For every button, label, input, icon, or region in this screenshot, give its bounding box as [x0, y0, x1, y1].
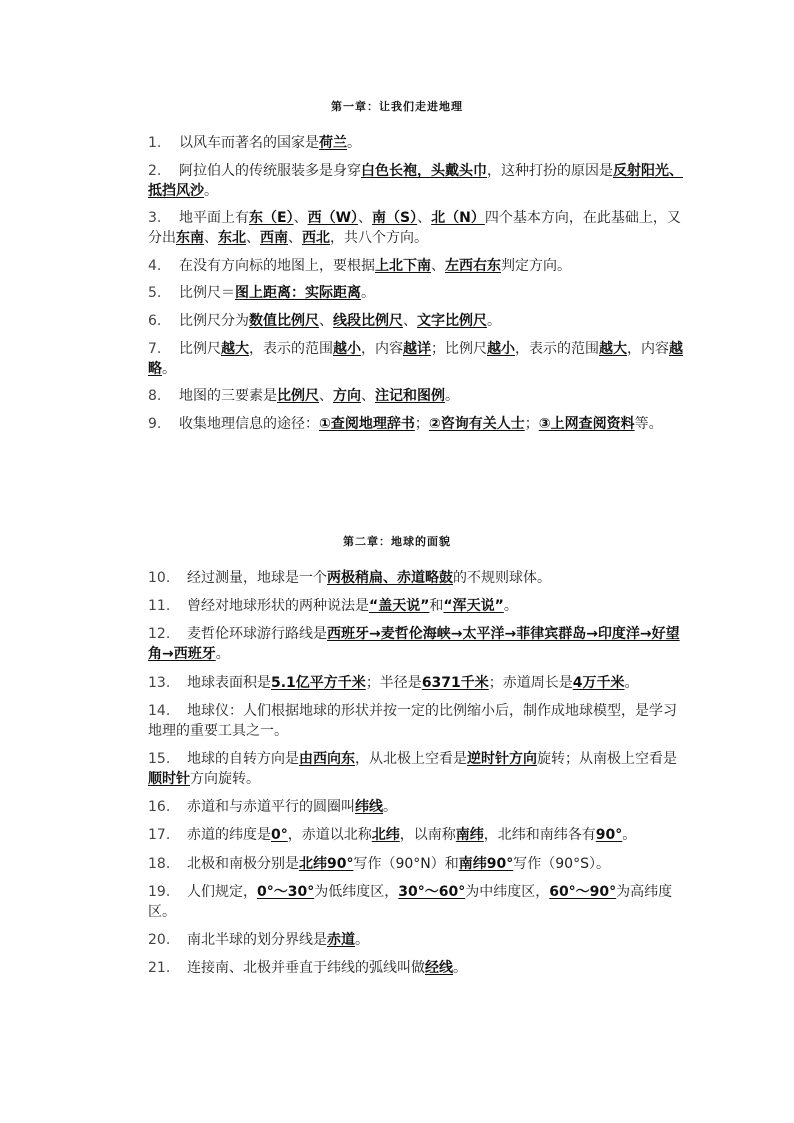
question-text: ；半径是 [365, 674, 422, 691]
answer-text: 西（W） [307, 210, 359, 227]
question-text: 为低纬度区， [314, 883, 399, 900]
answer-text: 越略 [148, 340, 683, 377]
answer-text: 30°～60° [398, 883, 466, 900]
question-text: 写作（90°N）和 [353, 855, 459, 872]
answer-text: 西南 [260, 230, 288, 247]
item-number: 16. [148, 799, 171, 816]
chapter-2-title: 第二章：地球的面貌 [343, 535, 451, 548]
answer-text: 赤道 [327, 931, 355, 948]
list-item [148, 386, 686, 406]
list-item [148, 596, 686, 616]
question-text: ；比例尺 [431, 340, 487, 357]
item-number: 3. [148, 210, 162, 227]
item-number: 18. [148, 855, 171, 872]
question-text: 、 [204, 230, 218, 247]
answer-text: 图上距离：实际距离 [235, 285, 361, 302]
chapter-1-list [148, 133, 686, 441]
question-text: ，赤道以北称 [287, 827, 372, 844]
question-text: 。 [204, 182, 218, 199]
question-text: 南北半球的划分界线是 [187, 931, 327, 948]
question-text: 为高纬度区。 [148, 883, 673, 920]
question-text: 。 [453, 960, 467, 977]
question-text: 、 [403, 312, 417, 329]
question-text: 曾经对地球形状的两种说法是 [187, 598, 369, 615]
item-number: 15. [148, 750, 171, 767]
list-item [148, 749, 686, 789]
list-item [148, 882, 686, 922]
chapter-1-title: 第一章：让我们走进地理 [331, 100, 463, 113]
question-text: 、 [319, 312, 333, 329]
list-item [148, 133, 686, 153]
question-text: 赤道和与赤道平行的圆圈叫 [187, 799, 355, 816]
question-text: 、 [431, 257, 445, 274]
answer-text: “盖天说” [369, 598, 430, 615]
question-text: 。 [503, 598, 518, 615]
list-item [148, 930, 686, 950]
question-text: ，这种打扮的原因是 [487, 162, 613, 179]
question-text: 。 [487, 312, 501, 329]
question-text: 阿拉伯人的传统服装多是身穿 [179, 162, 361, 179]
answer-text: 60°～90° [549, 883, 617, 900]
answer-text: 线段比例尺 [333, 312, 403, 329]
question-text: 。 [347, 135, 361, 151]
question-text: 、 [293, 210, 308, 227]
question-text: 和 [429, 598, 444, 615]
question-text: ，内容 [361, 340, 403, 357]
item-number: 9. [148, 415, 162, 432]
question-text: 的不规则球体。 [453, 570, 551, 586]
list-item [148, 568, 686, 588]
answer-text: 注记和图例 [375, 388, 445, 405]
answer-text: 越小 [487, 340, 515, 357]
answer-text: 东南 [176, 230, 204, 247]
answer-text: 4万千米 [572, 674, 625, 691]
answer-text: 0°～30° [257, 883, 315, 900]
question-text: ，以南称 [399, 827, 456, 844]
question-text: 。 [215, 646, 230, 663]
answer-text: 北（N） [431, 210, 485, 227]
answer-text: 文字比例尺 [417, 312, 487, 329]
question-text: ； [414, 415, 429, 432]
item-number: 19. [148, 883, 171, 900]
answer-text: 顺时针 [148, 770, 190, 787]
item-number: 14. [148, 702, 171, 719]
item-number: 7. [148, 340, 162, 357]
item-number: 21. [148, 960, 171, 977]
list-item [148, 283, 686, 303]
answer-text: “浑天说” [443, 598, 504, 615]
question-text: 北极和南极分别是 [187, 855, 299, 872]
question-text: 。 [445, 388, 459, 405]
question-text: 为中纬度区， [465, 883, 550, 900]
question-text: ，表示的范围 [249, 340, 333, 357]
answer-text: 北纬90° [299, 855, 354, 872]
answer-text: 越详 [403, 340, 431, 357]
answer-text: 南纬90° [458, 855, 514, 872]
answer-text: 由西向东 [299, 750, 355, 767]
question-text: 连接南、北极并垂直于纬线的弧线叫做 [187, 960, 425, 977]
question-text: 四个基本方向，在此基础上，又分出 [148, 210, 681, 247]
answer-text: 90° [595, 827, 623, 844]
question-text: 经过测量，地球是一个 [187, 570, 327, 586]
answer-text: 东北 [218, 230, 246, 247]
item-number: 1. [148, 135, 162, 151]
question-text: 写作（90°S）。 [513, 855, 610, 872]
question-text: 等。 [634, 415, 663, 432]
answer-text: 比例尺 [277, 388, 319, 405]
question-text: 赤道的纬度是 [187, 827, 271, 844]
answer-text: 东（E） [249, 210, 294, 227]
item-number: 2. [148, 162, 162, 179]
answer-text: 南纬 [455, 827, 484, 844]
question-text: 方向旋转。 [190, 770, 260, 787]
question-text: 以风车而著名的国家是 [179, 135, 319, 151]
answer-text: 北纬 [371, 827, 400, 844]
question-text: ；赤道周长是 [488, 674, 573, 691]
question-text: ，从北极上空看是 [355, 750, 467, 767]
list-item [148, 673, 686, 693]
answer-text: ①查阅地理辞书 [319, 415, 415, 432]
question-text: 地球表面积是 [187, 674, 271, 691]
answer-text: 西班牙→麦哲伦海峡→太平洋→菲律宾群岛→印度洋→好望角→西班牙 [148, 626, 680, 663]
answer-text: 上北下南 [375, 257, 431, 274]
question-text: 、 [246, 230, 260, 247]
answer-text: 白色长袍，头戴头巾 [361, 162, 487, 179]
question-text: 、 [358, 210, 373, 227]
question-text: ，北纬和南纬各有 [483, 827, 596, 844]
answer-text: 越大 [599, 340, 627, 357]
list-item [148, 256, 686, 276]
question-text: 。 [383, 799, 397, 816]
answer-text: 荷兰 [319, 135, 347, 151]
question-text: 收集地理信息的途径： [179, 415, 319, 432]
list-item [148, 414, 686, 434]
answer-text: 经线 [425, 960, 453, 977]
answer-text: 越大 [221, 340, 249, 357]
question-text: 。 [624, 674, 639, 691]
answer-text: 越小 [333, 340, 361, 357]
list-item [148, 208, 686, 248]
list-item [148, 161, 686, 201]
answer-text: 方向 [333, 388, 361, 405]
question-text: 比例尺 [179, 340, 221, 357]
item-number: 11. [148, 598, 171, 615]
item-number: 8. [148, 388, 162, 405]
question-text: 、 [361, 388, 375, 405]
answer-text: ③上网查阅资料 [538, 415, 635, 432]
question-text: 、 [319, 388, 333, 405]
list-item [148, 701, 686, 741]
question-text: 判定方向。 [501, 257, 571, 274]
list-item [148, 854, 686, 874]
item-number: 12. [148, 626, 171, 643]
answer-text: 纬线 [355, 799, 383, 816]
question-text: 。 [162, 360, 176, 377]
answer-text: 左西右东 [445, 257, 501, 274]
question-text: ； [524, 415, 539, 432]
item-number: 6. [148, 312, 162, 329]
item-number: 17. [148, 827, 171, 844]
question-text: 地平面上有 [179, 210, 249, 227]
question-text: ，内容 [627, 340, 669, 357]
question-text: 地球仪：人们根据地球的形状并按一定的比例缩小后，制作成地球模型，是学习地理的重要工具之一。 [148, 702, 677, 739]
answer-text: 南（S） [372, 210, 418, 227]
question-text: 、 [417, 210, 432, 227]
question-text: 。 [355, 931, 369, 948]
list-item [148, 797, 686, 817]
answer-text: 6371千米 [421, 674, 489, 691]
list-item [148, 339, 686, 379]
item-number: 20. [148, 931, 171, 948]
item-number: 13. [148, 674, 171, 691]
answer-text: 逆时针方向 [467, 750, 537, 767]
question-text: 地图的三要素是 [179, 388, 277, 405]
list-item [148, 825, 686, 845]
question-text: 。 [622, 827, 637, 844]
answer-text: 0° [271, 827, 288, 844]
item-number: 4. [148, 257, 162, 274]
list-item [148, 624, 686, 664]
list-item [148, 311, 686, 331]
question-text: 比例尺＝ [179, 285, 235, 302]
question-text: ，共八个方向。 [330, 230, 428, 247]
question-text: 。 [361, 285, 375, 302]
answer-text: 西北 [302, 230, 330, 247]
answer-text: 5.1亿平方千米 [271, 674, 366, 691]
answer-text: ②咨询有关人士 [428, 415, 525, 432]
question-text: 人们规定， [187, 883, 257, 900]
answer-text: 数值比例尺 [249, 312, 319, 329]
question-text: 、 [288, 230, 302, 247]
question-text: 地球的自转方向是 [187, 750, 299, 767]
item-number: 5. [148, 285, 162, 302]
question-text: ，表示的范围 [515, 340, 599, 357]
list-item [148, 958, 686, 978]
question-text: 麦哲伦环球游行路线是 [187, 626, 327, 643]
question-text: 旋转；从南极上空看是 [537, 750, 677, 767]
item-number: 10. [148, 570, 171, 586]
question-text: 在没有方向标的地图上，要根据 [179, 257, 375, 274]
answer-text: 两极稍扁、赤道略鼓 [327, 570, 453, 586]
question-text: 比例尺分为 [179, 312, 249, 329]
chapter-2-list [148, 568, 686, 986]
answer-text: 反射阳光、抵挡风沙 [148, 162, 683, 199]
